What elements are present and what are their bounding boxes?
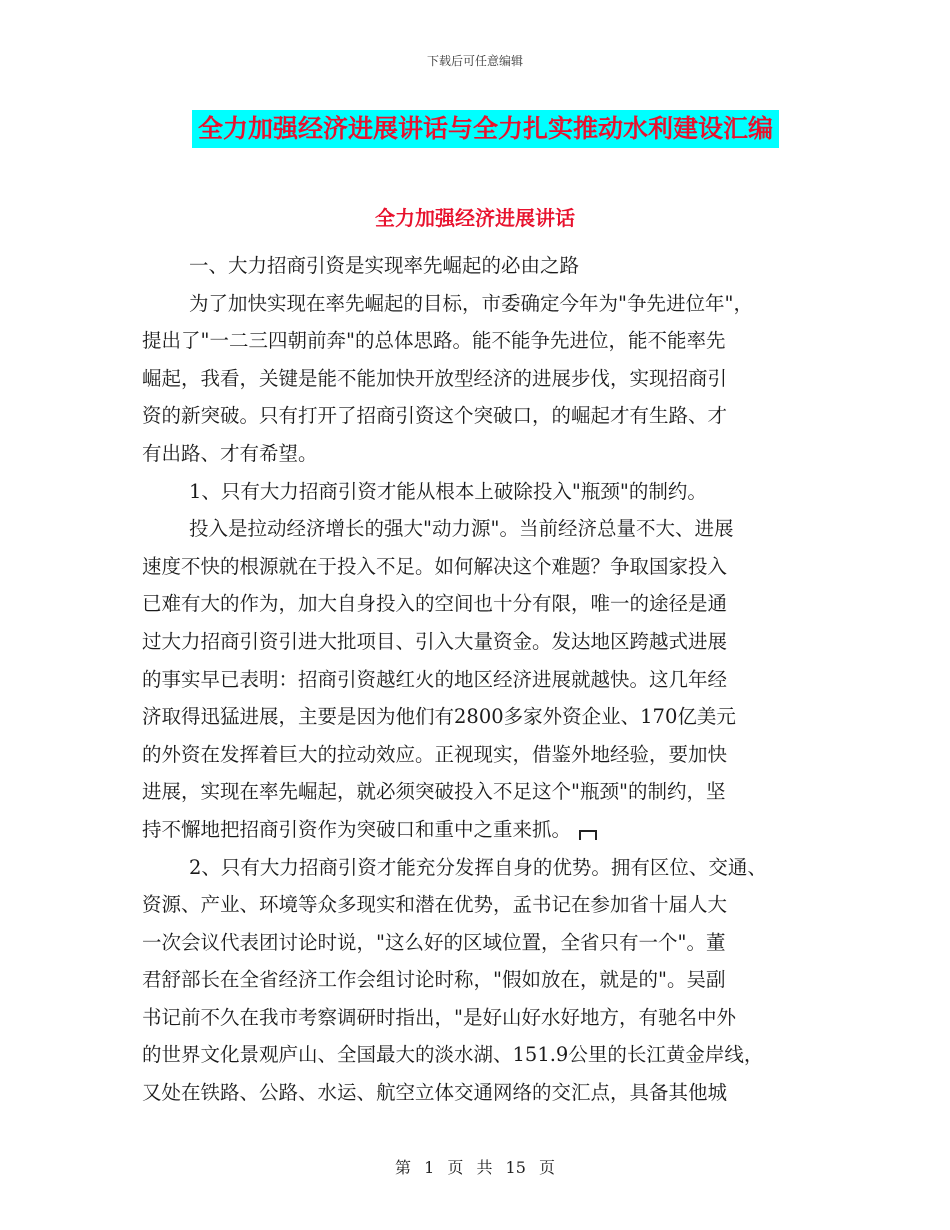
body-line-text: 提出了"一二三四朝前奔"的总体思路。能不能争先进位，能不能率先 <box>142 329 726 353</box>
body-line <box>142 736 822 774</box>
body-line <box>142 548 822 586</box>
body-line <box>142 849 822 887</box>
body-line-text: 又处在铁路、公路、水运、航空立体交通网络的交汇点，具备其他城 <box>142 1081 728 1105</box>
body-line-text: 崛起，我看，关键是能不能加快开放型经济的进展步伐，实现招商引 <box>142 366 728 390</box>
body-line-text: 资的新突破。只有打开了招商引资这个突破口，的崛起才有生路、才 <box>142 404 728 428</box>
body-line <box>142 924 822 962</box>
body-line-text: 的世界文化景观庐山、全国最大的淡水湖、151.9公里的长江黄金岸线， <box>142 1043 764 1067</box>
body-line-text: 进展，实现在率先崛起，就必须突破投入不足这个"瓶颈"的制约，坚 <box>142 780 726 804</box>
body-line <box>142 999 822 1037</box>
body-line <box>142 661 822 699</box>
section-title: 全力加强经济进展讲话 <box>375 206 575 230</box>
body-line-text: 为了加快实现在率先崛起的目标，市委确定今年为"争先进位年"， <box>189 291 753 315</box>
body-line <box>142 1036 822 1074</box>
body-line-text: 君舒部长在全省经济工作会组讨论时称，"假如放在，就是的"。吴副 <box>142 968 726 992</box>
body-line <box>142 360 822 398</box>
body-line <box>142 285 822 323</box>
body-line-text: 已难有大的作为，加大自身投入的空间也十分有限，唯一的途径是通 <box>142 592 728 616</box>
body-line-text: 资源、产业、环境等众多现实和潜在优势，孟书记在参加省十届人大 <box>142 893 728 917</box>
body-line <box>142 247 822 285</box>
body-line-text: 持不懈地把招商引资作为突破口和重中之重来抓。 <box>142 817 572 841</box>
body-line <box>142 397 822 435</box>
body-line <box>142 886 822 924</box>
body-line-text: 有出路、才有希望。 <box>142 441 318 465</box>
document-body <box>142 247 822 1112</box>
body-line <box>142 322 822 360</box>
body-line <box>142 473 822 511</box>
body-line <box>142 510 822 548</box>
body-line <box>142 585 822 623</box>
body-line-text: 济取得迅猛进展，主要是因为他们有2800多家外资企业、170亿美元 <box>142 705 736 729</box>
document-title: 全力加强经济进展讲话与全力扎实推动水利建设汇编 <box>192 110 779 148</box>
body-line-text: 过大力招商引资引进大批项目、引入大量资金。发达地区跨越式进展 <box>142 629 728 653</box>
body-line-text: 一次会议代表团讨论时说，"这么好的区域位置，全省只有一个"。董 <box>142 930 726 954</box>
body-line-text: 的事实早已表明：招商引资越红火的地区经济进展就越快。这几年经 <box>142 667 728 691</box>
body-line <box>142 961 822 999</box>
body-line <box>142 1074 822 1112</box>
body-line-text: 的外资在发挥着巨大的拉动效应。正视现实，借鉴外地经验，要加快 <box>142 742 728 766</box>
body-line-text: 2、只有大力招商引资才能充分发挥自身的优势。拥有区位、交通、 <box>189 855 767 879</box>
body-line-text: 1、只有大力招商引资才能从根本上破除投入"瓶颈"的制约。 <box>189 479 707 503</box>
body-line-text: 书记前不久在我市考察调研时指出，"是好山好水好地方，有驰名中外 <box>142 1005 736 1029</box>
body-line <box>142 811 822 849</box>
body-line <box>142 773 822 811</box>
page-header-note: 下载后可任意编辑 <box>426 54 523 68</box>
body-line <box>142 698 822 736</box>
body-line-text: 速度不快的根源就在于投入不足。如何解决这个难题？争取国家投入 <box>142 554 728 578</box>
edit-mark-icon <box>579 830 597 840</box>
body-line-text: 一、大力招商引资是实现率先崛起的必由之路 <box>189 254 580 277</box>
body-line <box>142 623 822 661</box>
body-line-text: 投入是拉动经济增长的强大"动力源"。当前经济总量不大、进展 <box>189 517 734 541</box>
page-footer: 第 1 页 共 15 页 <box>395 1158 555 1177</box>
body-line <box>142 435 822 473</box>
